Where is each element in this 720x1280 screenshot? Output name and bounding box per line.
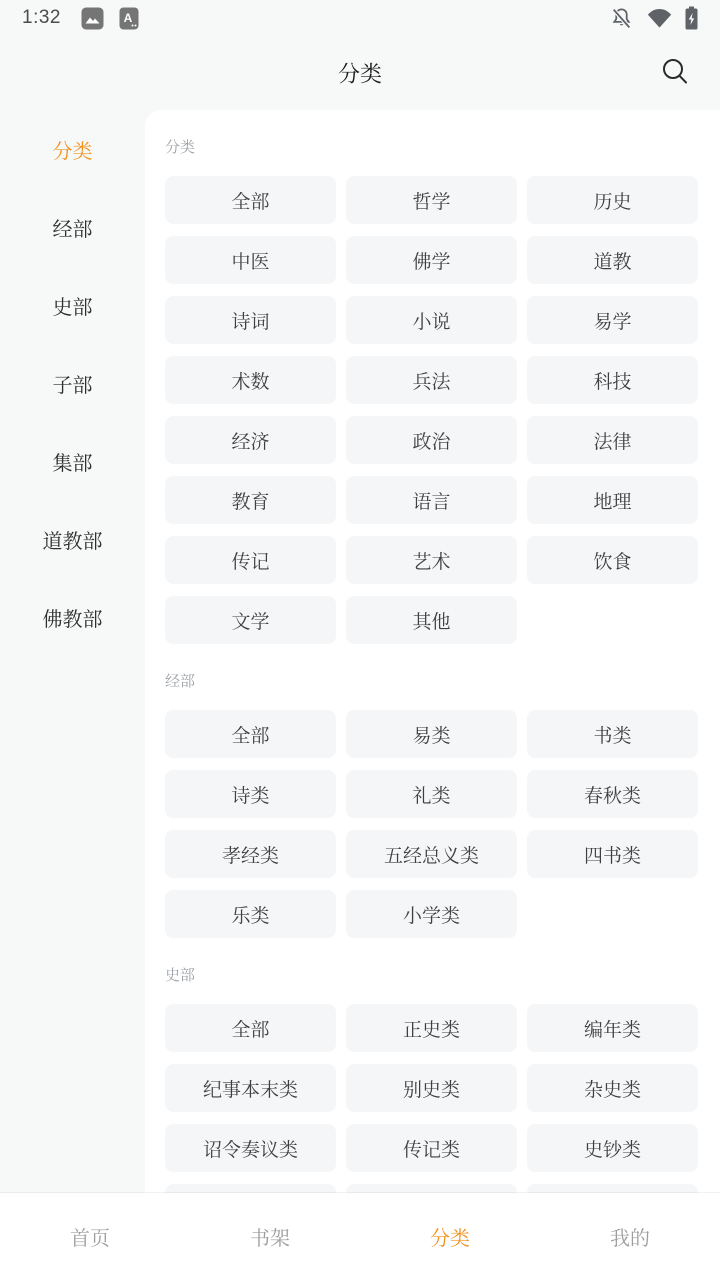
category-chip[interactable]: 传记 xyxy=(165,536,336,584)
category-chip[interactable]: 小说 xyxy=(346,296,517,344)
category-chip[interactable]: 语言 xyxy=(346,476,517,524)
svg-text:A: A xyxy=(123,10,133,25)
category-chip[interactable]: 法律 xyxy=(527,416,698,464)
status-left-icons xyxy=(81,7,139,30)
category-chip[interactable]: 小学类 xyxy=(346,890,517,938)
category-chip[interactable] xyxy=(346,1184,517,1193)
category-section-1 xyxy=(165,138,698,644)
category-chip[interactable]: 史钞类 xyxy=(527,1124,698,1172)
category-chip[interactable]: 传记类 xyxy=(346,1124,517,1172)
category-chip[interactable]: 易学 xyxy=(527,296,698,344)
bottom-nav xyxy=(0,1193,720,1280)
category-chip[interactable]: 全部 xyxy=(165,710,336,758)
category-chip[interactable]: 兵法 xyxy=(346,356,517,404)
section-title: 分类 xyxy=(165,139,196,156)
category-chip[interactable]: 教育 xyxy=(165,476,336,524)
category-chip[interactable]: 经济 xyxy=(165,416,336,464)
category-chip[interactable]: 历史 xyxy=(527,176,698,224)
app-header xyxy=(0,36,720,110)
category-chip[interactable]: 其他 xyxy=(346,596,517,644)
sidebar-item-1[interactable]: 分类 xyxy=(52,140,93,163)
category-content-panel xyxy=(145,110,720,1193)
category-chip[interactable]: 五经总义类 xyxy=(346,830,517,878)
category-chip[interactable] xyxy=(165,1184,336,1193)
category-section-3 xyxy=(165,966,698,1193)
sidebar-item-4[interactable]: 子部 xyxy=(52,374,93,397)
category-chip[interactable]: 书类 xyxy=(527,710,698,758)
image-notification-icon xyxy=(81,7,104,30)
status-time: 1:32 xyxy=(22,7,61,28)
chip-grid xyxy=(165,710,698,938)
category-chip[interactable]: 全部 xyxy=(165,176,336,224)
category-chip[interactable]: 佛学 xyxy=(346,236,517,284)
category-chip[interactable]: 哲学 xyxy=(346,176,517,224)
sidebar-item-2[interactable]: 经部 xyxy=(52,218,93,241)
category-sidebar xyxy=(0,110,145,1193)
category-chip[interactable]: 编年类 xyxy=(527,1004,698,1052)
category-chip[interactable]: 文学 xyxy=(165,596,336,644)
category-chip[interactable]: 术数 xyxy=(165,356,336,404)
nav-item-3[interactable]: 分类 xyxy=(430,1228,470,1250)
category-chip[interactable]: 春秋类 xyxy=(527,770,698,818)
category-chip[interactable]: 饮食 xyxy=(527,536,698,584)
chip-grid xyxy=(165,1004,698,1193)
category-section-2 xyxy=(165,672,698,938)
category-chip[interactable]: 诏令奏议类 xyxy=(165,1124,336,1172)
sidebar-item-3[interactable]: 史部 xyxy=(52,296,93,319)
category-chip[interactable]: 别史类 xyxy=(346,1064,517,1112)
category-chip[interactable]: 纪事本末类 xyxy=(165,1064,336,1112)
chip-grid xyxy=(165,176,698,644)
status-bar xyxy=(0,0,720,36)
category-chip[interactable]: 礼类 xyxy=(346,770,517,818)
search-button[interactable] xyxy=(658,56,692,90)
ime-a-notification-icon xyxy=(119,7,139,30)
battery-charging-icon xyxy=(685,6,698,30)
sidebar-item-7[interactable]: 佛教部 xyxy=(42,608,103,631)
category-chip[interactable] xyxy=(527,1184,698,1193)
status-right-icons xyxy=(609,6,698,31)
category-chip[interactable]: 地理 xyxy=(527,476,698,524)
category-chip[interactable]: 政治 xyxy=(346,416,517,464)
category-chip[interactable]: 正史类 xyxy=(346,1004,517,1052)
category-chip[interactable]: 全部 xyxy=(165,1004,336,1052)
main-area xyxy=(0,110,720,1193)
category-chip[interactable]: 科技 xyxy=(527,356,698,404)
sidebar-item-6[interactable]: 道教部 xyxy=(42,530,103,553)
category-chip[interactable]: 四书类 xyxy=(527,830,698,878)
category-chip[interactable]: 乐类 xyxy=(165,890,336,938)
category-chip[interactable]: 诗类 xyxy=(165,770,336,818)
category-chip[interactable]: 诗词 xyxy=(165,296,336,344)
category-chip[interactable]: 道教 xyxy=(527,236,698,284)
category-chip[interactable]: 易类 xyxy=(346,710,517,758)
section-title: 史部 xyxy=(165,967,196,984)
category-chip[interactable]: 孝经类 xyxy=(165,830,336,878)
category-chip[interactable]: 艺术 xyxy=(346,536,517,584)
section-title: 经部 xyxy=(165,673,196,690)
nav-item-2[interactable]: 书架 xyxy=(250,1228,290,1250)
category-chip[interactable]: 中医 xyxy=(165,236,336,284)
nav-item-1[interactable]: 首页 xyxy=(70,1228,110,1250)
page-title: 分类 xyxy=(337,61,382,87)
wifi-icon xyxy=(647,7,672,29)
category-chip[interactable]: 杂史类 xyxy=(527,1064,698,1112)
search-icon xyxy=(659,56,691,91)
sidebar-item-5[interactable]: 集部 xyxy=(52,452,93,475)
nav-item-4[interactable]: 我的 xyxy=(610,1228,650,1250)
notifications-off-icon xyxy=(609,6,634,31)
